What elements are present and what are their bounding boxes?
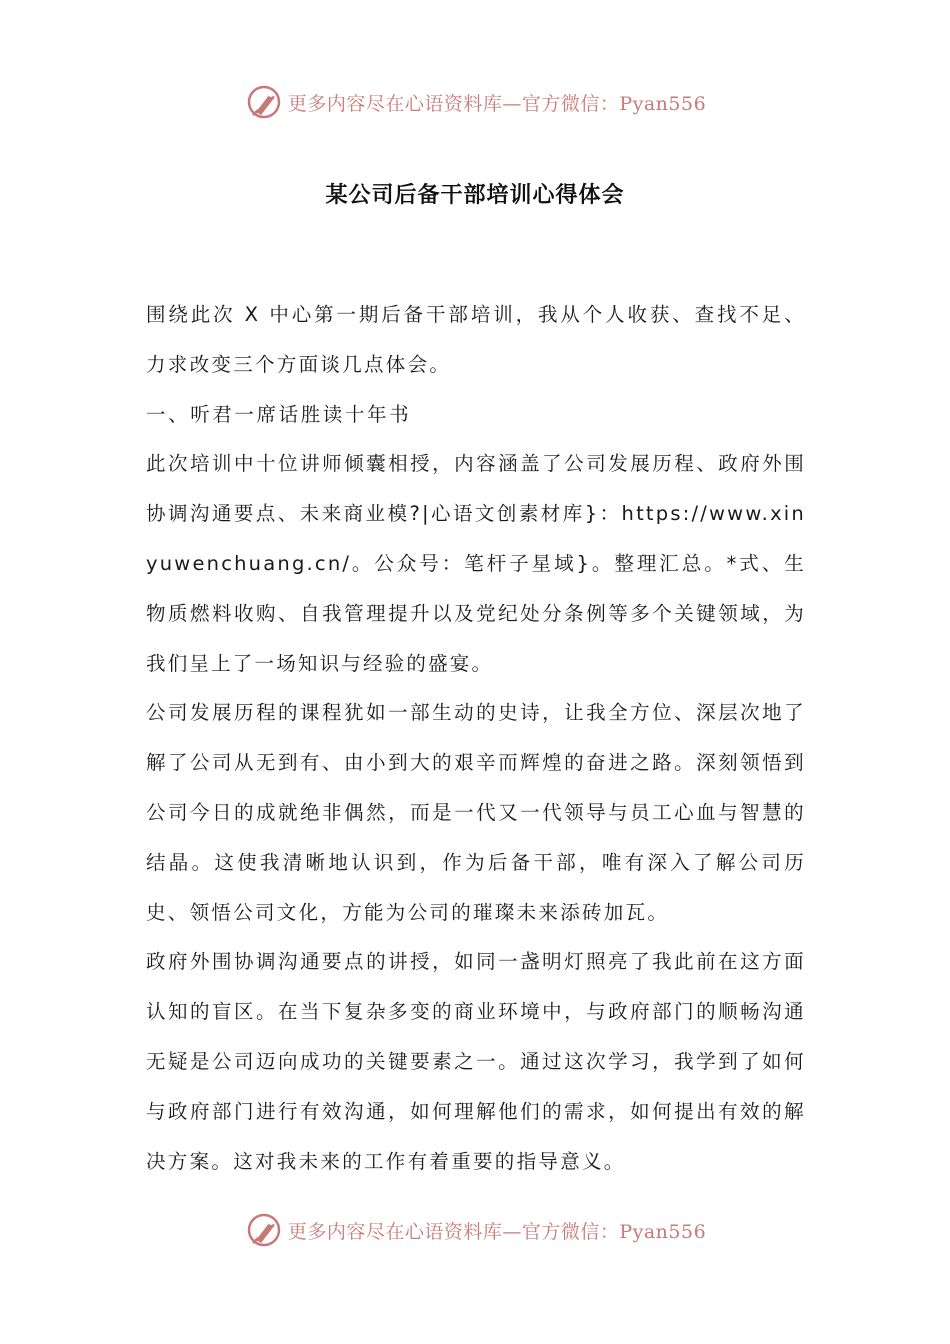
intro-paragraph: 围绕此次 X 中心第一期后备干部培训，我从个人收获、查找不足、力求改变三个方面谈几点体会。 <box>146 303 806 376</box>
watermark-banner-top <box>0 80 950 124</box>
pen-nib-logo-icon <box>244 1210 284 1250</box>
document-title: 某公司后备干部培训心得体会 <box>325 183 625 208</box>
training-overview-paragraph: 此次培训中十位讲师倾囊相授，内容涵盖了公司发展历程、政府外围协调沟通要点、未来商业模?|心语文创素材库}：https://www.xinyuwenchuang.cn/。公众号：笔杆子星域}。整理汇总。*式、生物质燃料收购、自我管理提升以及党纪处分条例等多个关键领域，为我们呈上了一场知识与经验的盛宴。 <box>146 452 806 675</box>
pen-nib-logo-icon <box>244 82 284 122</box>
government-communication-paragraph: 政府外围协调沟通要点的讲授，如同一盏明灯照亮了我此前在这方面认知的盲区。在当下复杂多变的商业环境中，与政府部门的顺畅沟通无疑是公司迈向成功的关键要素之一。通过这次学习，我学到了如何与政府部门进行有效沟通，如何理解他们的需求，如何提出有效的解决方案。这对我未来的工作有着重要的指导意义。 <box>146 950 806 1173</box>
section-heading: 一、听君一席话胜读十年书 <box>146 402 412 426</box>
company-history-paragraph: 公司发展历程的课程犹如一部生动的史诗，让我全方位、深层次地了解了公司从无到有、由小到大的艰辛而辉煌的奋进之路。深刻领悟到公司今日的成就绝非偶然，而是一代又一代领导与员工心血与智慧的结晶。这使我清晰地认识到，作为后备干部，唯有深入了解公司历史、领悟公司文化，方能为公司的璀璨未来添砖加瓦。 <box>146 701 806 924</box>
watermark-text: 更多内容尽在心语资料库—官方微信：Pyan556 <box>287 92 707 115</box>
document-body <box>146 290 806 1186</box>
watermark-banner-bottom <box>0 1208 950 1252</box>
watermark-text: 更多内容尽在心语资料库—官方微信：Pyan556 <box>287 1220 707 1243</box>
